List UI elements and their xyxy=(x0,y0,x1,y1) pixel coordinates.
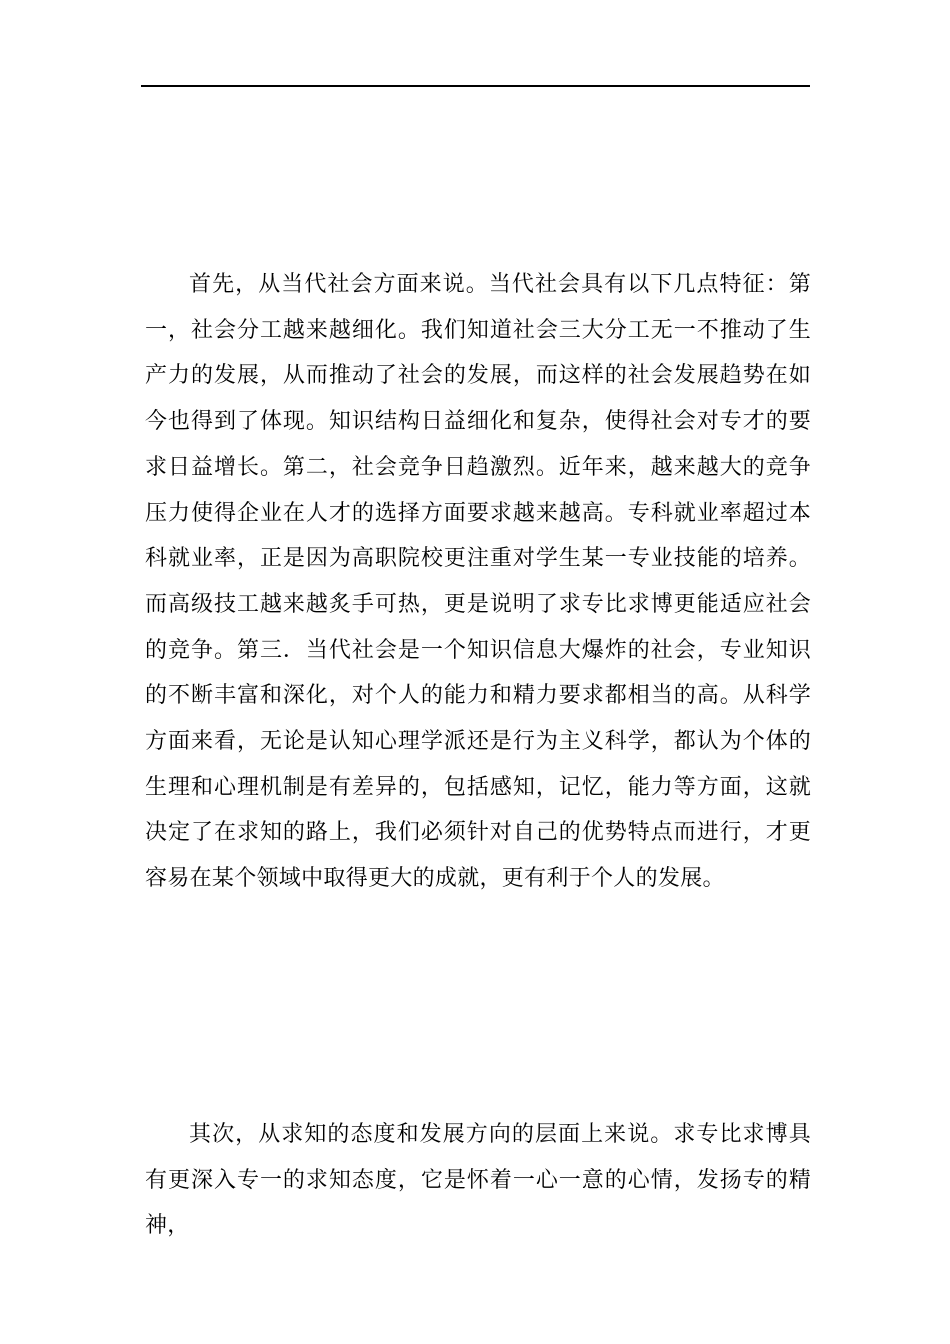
paragraph-1: 首先，从当代社会方面来说。当代社会具有以下几点特征：第一，社会分工越来越细化。我们知道社会三大分工无一不推动了生产力的发展，从而推动了社会的发展，而这样的社会发展趋势在如今也得到了体现。知识结构日益细化和复杂，使得社会对专才的要求日益增长。第二，社会竞争日趋激烈。近年来，越来越大的竞争压力使得企业在人才的选择方面要求越来越高。专科就业率超过本科就业率，正是因为高职院校更注重对学生某一专业技能的培养。而高级技工越来越炙手可热，更是说明了求专比求博更能适应社会的竞争。第三．当代社会是一个知识信息大爆炸的社会，专业知识的不断丰富和深化，对个人的能力和精力要求都相当的高。从科学方面来看，无论是认知心理学派还是行为主义科学，都认为个体的生理和心理机制是有差异的，包括感知，记忆，能力等方面，这就决定了在求知的路上，我们必须针对自己的优势特点而进行，才更容易在某个领域中取得更大的成就，更有利于个人的发展。 xyxy=(145,272,811,892)
header-rule xyxy=(141,85,810,87)
paragraph-2: 其次，从求知的态度和发展方向的层面上来说。求专比求博具有更深入专一的求知态度，它是怀着一心一意的心情，发扬专的精神， xyxy=(145,1122,811,1239)
